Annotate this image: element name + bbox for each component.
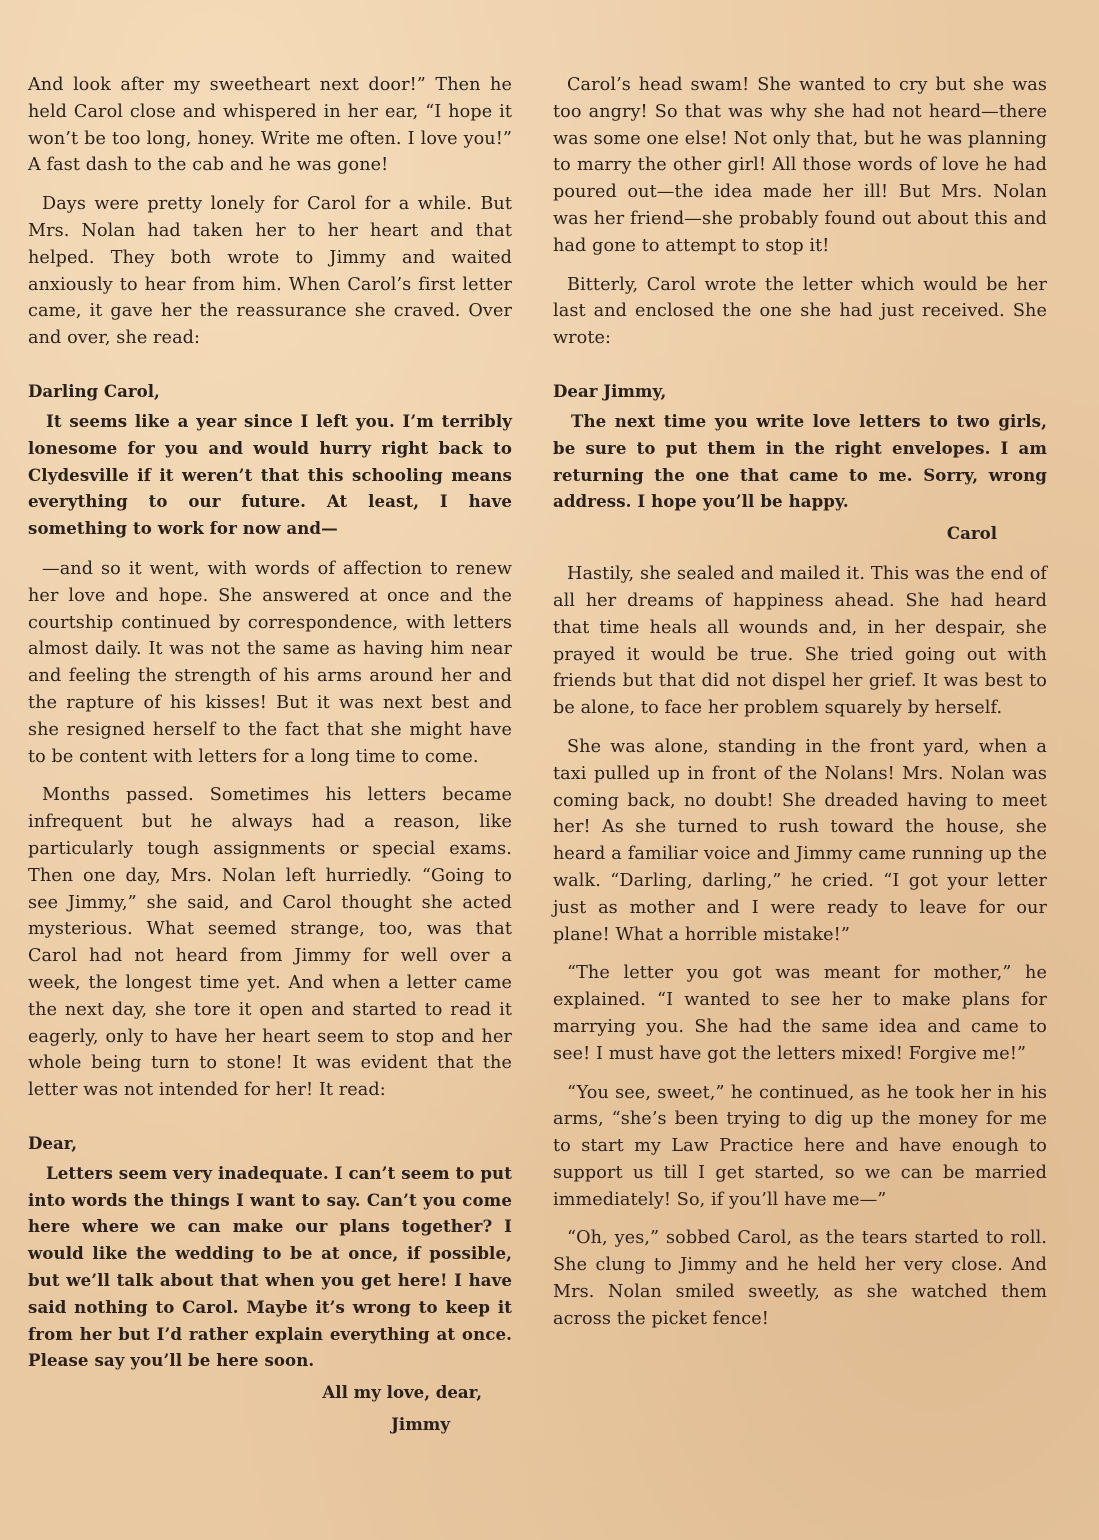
letter-closing: All my love, dear, bbox=[322, 1382, 482, 1403]
right-paragraph-5: “The letter you got was meant for mother,” he explained. “I wanted to see her to make plans for marrying you. She had the same idea and came to see! I must have got the letters mixed! Forgive me!” bbox=[553, 963, 1047, 1064]
letter-body: Letters seem very inadequate. I can’t seem to put into words the things I want to say. Can’t you come here where we can make our plans together? I would like the wedding to be at once, if possible, but we’ll talk about that when you get here! I have said nothing to Carol. Maybe it’s wrong to keep it from her but I’d rather explain everything at once. Please say you’ll be here soon. bbox=[28, 1162, 512, 1371]
letter-darling-carol bbox=[28, 378, 512, 542]
right-column bbox=[553, 72, 1047, 1345]
right-paragraph-4: She was alone, standing in the front yard, when a taxi pulled up in front of the Nolans! Mrs. Nolan was coming back, no doubt! She dreaded having to meet her! As she turned to rush toward the house, she heard a familiar voice and Jimmy came running up the walk. “Darling, darling,” he cried. “I got your letter just as mother and I were ready to leave for our plane! What a horrible mistake!” bbox=[553, 736, 1047, 945]
right-paragraph-2: Bitterly, Carol wrote the letter which would be her last and enclosed the one she had just received. She wrote: bbox=[553, 274, 1047, 349]
letter-salutation: Darling Carol, bbox=[28, 380, 160, 401]
left-paragraph-4: Months passed. Sometimes his letters became infrequent but he always had a reason, like particularly tough assignments or special exams. Then one day, Mrs. Nolan left hurriedly. “Going to see Jimmy,” she said, and Carol thought she acted mysterious. What seemed strange, too, was that Carol had not heard from Jimmy for well over a week, the longest time yet. And when a letter came the next day, she tore it open and started to read it eagerly, only to have her heart seem to stop and her whole being turn to stone! It was evident that the letter was not intended for her! It read: bbox=[28, 785, 512, 1101]
left-paragraph-2: Days were pretty lonely for Carol for a while. But Mrs. Nolan had taken her to her heart and that helped. They both wrote to Jimmy and waited anxiously to hear from him. When Carol’s first letter came, it gave her the reassurance she craved. Over and over, she read: bbox=[28, 194, 512, 349]
letter-body: It seems like a year since I left you. I’m terribly lonesome for you and would hurry right back to Clydesville if it weren’t that this schooling means everything to our future. At least, I have something to work for now and— bbox=[28, 410, 512, 539]
letter-body: The next time you write love letters to two girls, be sure to put them in the right envelopes. I am returning the one that came to me. Sorry, wrong address. I hope you’ll be happy. bbox=[553, 410, 1047, 512]
letter-signature: Jimmy bbox=[391, 1414, 450, 1435]
letter-dear-jimmy bbox=[553, 378, 1047, 547]
right-paragraph-7: “Oh, yes,” sobbed Carol, as the tears started to roll. She clung to Jimmy and he held her very close. And Mrs. Nolan smiled sweetly, as she watched them across the picket fence! bbox=[553, 1228, 1047, 1329]
letter-salutation: Dear, bbox=[28, 1132, 78, 1153]
left-paragraph-3: —and so it went, with words of affection to renew her love and hope. She answered at once and the courtship continued by correspondence, with letters almost daily. It was not the same as having him near and feeling the strength of his arms around her and the rapture of his kisses! But it was next best and she resigned herself to the fact that she might have to be content with letters for a long time to come. bbox=[28, 558, 512, 767]
letter-signature: Carol bbox=[946, 523, 997, 544]
left-paragraph-1: And look after my sweetheart next door!” Then he held Carol close and whispered in her ear, “I hope it won’t be too long, honey. Write me often. I love you!” A fast dash to the cab and he was gone! bbox=[28, 75, 512, 176]
right-paragraph-6: “You see, sweet,” he continued, as he took her in his arms, “she’s been trying to dig up the money for me to start my Law Practice here and have enough to support us till I get started, so we can be married immediately! So, if you’ll have me—” bbox=[553, 1082, 1047, 1210]
letter-salutation: Dear Jimmy, bbox=[553, 380, 667, 401]
left-column bbox=[28, 72, 512, 1452]
right-paragraph-1: Carol’s head swam! She wanted to cry but she was too angry! So that was why she had not heard—there was some one else! Not only that, but he was planning to marry the other girl! All those words of love he had poured out—the idea made her ill! But Mrs. Nolan was her friend—she probably found out about this and had gone to attempt to stop it! bbox=[553, 75, 1047, 256]
letter-dear bbox=[28, 1130, 512, 1438]
right-paragraph-3: Hastily, she sealed and mailed it. This was the end of all her dreams of happiness ahead. She had heard that time heals all wounds and, in her despair, she prayed it would be true. She tried going out with friends but that did not dispel her grief. It was best to be alone, to face her problem squarely by herself. bbox=[553, 564, 1047, 719]
